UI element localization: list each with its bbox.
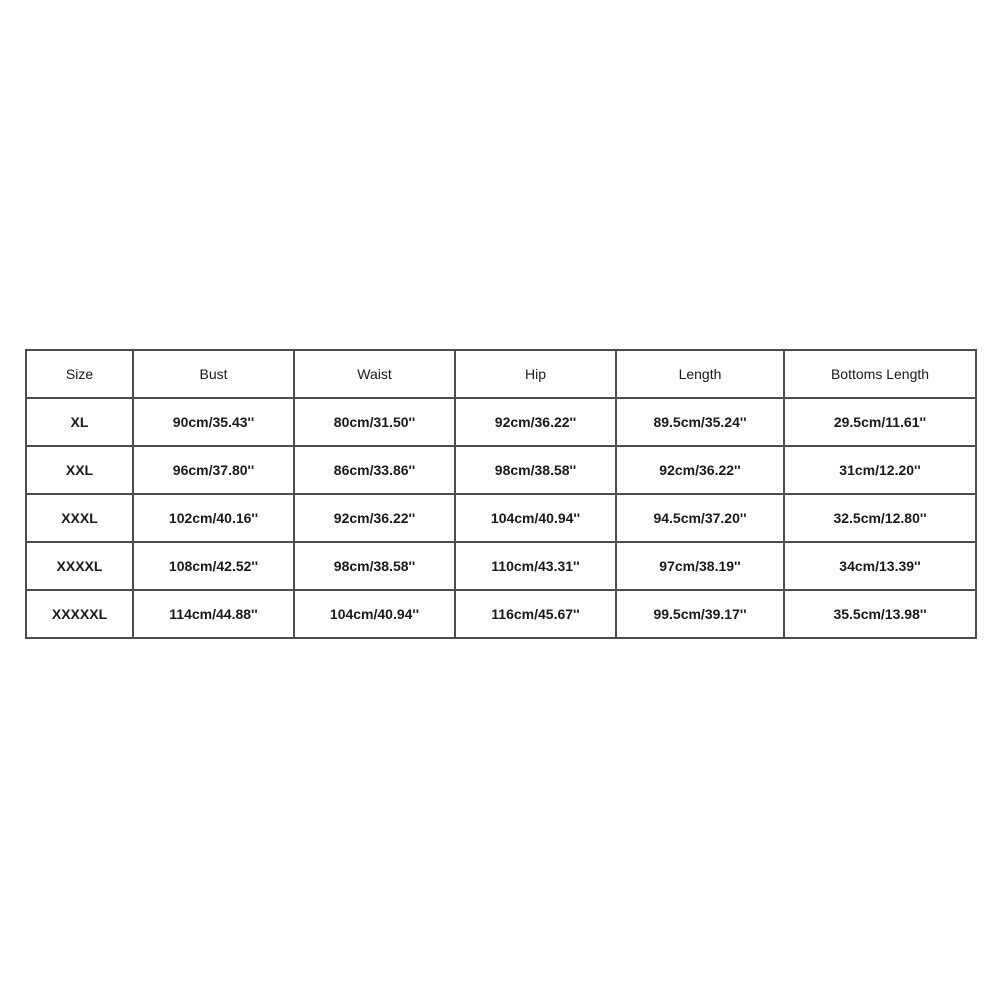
cell-bottoms-length: 29.5cm/11.61'' xyxy=(784,398,976,446)
table-row xyxy=(26,542,976,590)
cell-size: XXXL xyxy=(26,494,133,542)
header-waist: Waist xyxy=(294,350,455,398)
cell-length: 97cm/38.19'' xyxy=(616,542,784,590)
cell-bust: 102cm/40.16'' xyxy=(133,494,294,542)
header-hip: Hip xyxy=(455,350,616,398)
cell-bottoms-length: 31cm/12.20'' xyxy=(784,446,976,494)
cell-waist: 104cm/40.94'' xyxy=(294,590,455,638)
cell-bottoms-length: 34cm/13.39'' xyxy=(784,542,976,590)
cell-bust: 108cm/42.52'' xyxy=(133,542,294,590)
cell-hip: 116cm/45.67'' xyxy=(455,590,616,638)
cell-length: 99.5cm/39.17'' xyxy=(616,590,784,638)
cell-bust: 90cm/35.43'' xyxy=(133,398,294,446)
header-size: Size xyxy=(26,350,133,398)
cell-hip: 104cm/40.94'' xyxy=(455,494,616,542)
cell-length: 89.5cm/35.24'' xyxy=(616,398,784,446)
table-row xyxy=(26,494,976,542)
cell-waist: 92cm/36.22'' xyxy=(294,494,455,542)
cell-waist: 80cm/31.50'' xyxy=(294,398,455,446)
cell-bottoms-length: 32.5cm/12.80'' xyxy=(784,494,976,542)
table-row xyxy=(26,398,976,446)
cell-hip: 98cm/38.58'' xyxy=(455,446,616,494)
cell-waist: 86cm/33.86'' xyxy=(294,446,455,494)
table-header-row xyxy=(26,350,976,398)
cell-length: 92cm/36.22'' xyxy=(616,446,784,494)
cell-length: 94.5cm/37.20'' xyxy=(616,494,784,542)
header-bottoms-length: Bottoms Length xyxy=(784,350,976,398)
cell-bust: 96cm/37.80'' xyxy=(133,446,294,494)
cell-bottoms-length: 35.5cm/13.98'' xyxy=(784,590,976,638)
header-length: Length xyxy=(616,350,784,398)
cell-hip: 110cm/43.31'' xyxy=(455,542,616,590)
size-chart-table xyxy=(25,349,977,639)
cell-size: XXXXL xyxy=(26,542,133,590)
cell-size: XXXXXL xyxy=(26,590,133,638)
cell-size: XL xyxy=(26,398,133,446)
cell-bust: 114cm/44.88'' xyxy=(133,590,294,638)
cell-hip: 92cm/36.22'' xyxy=(455,398,616,446)
header-bust: Bust xyxy=(133,350,294,398)
table-row xyxy=(26,590,976,638)
table-row xyxy=(26,446,976,494)
cell-waist: 98cm/38.58'' xyxy=(294,542,455,590)
cell-size: XXL xyxy=(26,446,133,494)
